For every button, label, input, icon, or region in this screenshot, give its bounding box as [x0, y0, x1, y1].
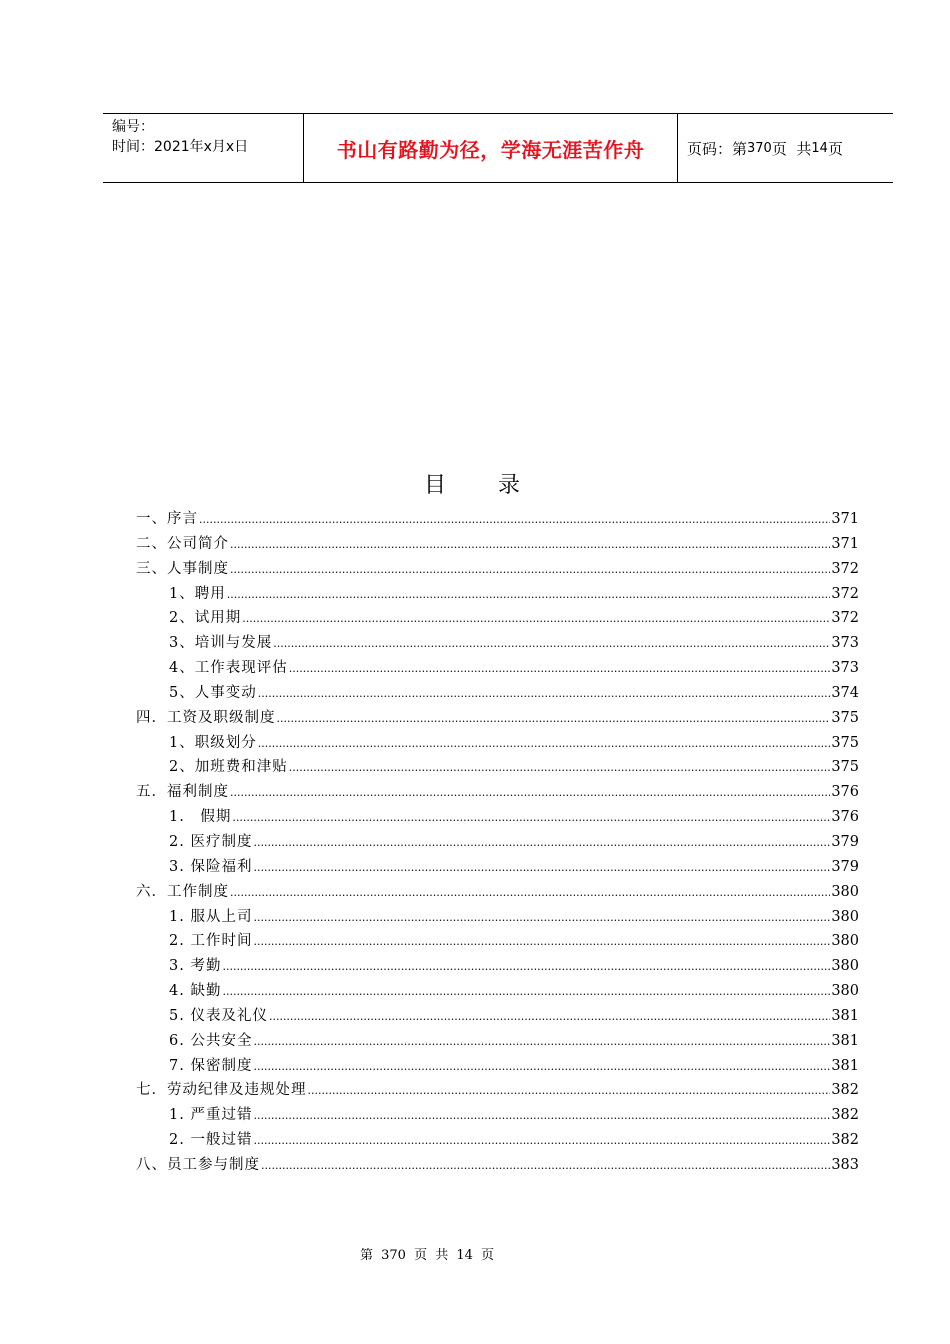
- page-footer: 第 370 页 共 14 页: [360, 1248, 495, 1263]
- toc-leader-dots: [232, 806, 830, 831]
- toc-entry-label: 4、工作表现评估: [169, 660, 288, 677]
- toc-leader-dots: [258, 732, 831, 757]
- toc-entry-page: 380: [831, 883, 859, 900]
- toc-leader-dots: [253, 1055, 830, 1080]
- toc-entry[interactable]: [136, 1078, 859, 1103]
- time-label: 时间：2021年x月x日: [112, 139, 249, 155]
- toc-leader-dots: [222, 980, 830, 1005]
- page-number: 370: [747, 140, 772, 156]
- toc-leader-dots: [230, 781, 830, 806]
- toc-entry[interactable]: [136, 532, 859, 557]
- toc-entry[interactable]: [136, 1128, 859, 1153]
- toc-entry-label: 3. 保险福利: [169, 858, 253, 875]
- toc-leader-dots: [253, 856, 830, 881]
- toc-entry-label: 3. 考勤: [169, 958, 222, 975]
- toc-leader-dots: [273, 632, 830, 657]
- toc-entry-page: 376: [831, 809, 859, 826]
- toc-entry-page: 372: [831, 610, 859, 627]
- page-suffix: 页: [827, 139, 843, 158]
- toc-entry-page: 379: [831, 833, 859, 850]
- toc-leader-dots: [258, 682, 831, 707]
- toc-entry-label: 七．劳动纪律及违规处理: [136, 1082, 307, 1099]
- toc-entry[interactable]: [136, 582, 859, 607]
- toc-entry-page: 382: [831, 1107, 859, 1124]
- toc-entry[interactable]: [136, 830, 859, 855]
- toc-entry-page: 372: [831, 585, 859, 602]
- toc-entry-label: 四．工资及职级制度: [136, 709, 276, 726]
- toc-entry-page: 374: [831, 684, 859, 701]
- toc-leader-dots: [289, 756, 831, 781]
- motto-cell: [304, 114, 678, 182]
- toc-entry-label: 2、加班费和津贴: [169, 759, 288, 776]
- toc-entry-page: 381: [831, 1032, 859, 1049]
- toc-entry[interactable]: [136, 780, 859, 805]
- toc-entry-page: 381: [831, 1057, 859, 1074]
- toc-entry[interactable]: [136, 880, 859, 905]
- toc-entry[interactable]: [136, 631, 859, 656]
- page-prefix: 页码：第: [687, 139, 748, 158]
- toc-title: 目录: [423, 473, 572, 498]
- toc-leader-dots: [308, 1079, 831, 1104]
- page-mid: 页 共: [771, 139, 812, 158]
- toc-entry-page: 380: [831, 933, 859, 950]
- toc-entry-label: 5、人事变动: [169, 684, 257, 701]
- toc-entry-page: 373: [831, 660, 859, 677]
- page-info-cell: [678, 114, 893, 182]
- toc-entry-page: 382: [831, 1132, 859, 1149]
- toc-entry-label: 六．工作制度: [136, 883, 229, 900]
- toc-entry-page: 372: [831, 560, 859, 577]
- motto-text: 书山有路勤为径，学海无涯苦作舟: [336, 137, 645, 162]
- toc-leader-dots: [269, 1005, 830, 1030]
- toc-entry-page: 371: [831, 511, 859, 527]
- toc-entry-label: 八、员工参与制度: [136, 1156, 260, 1173]
- page-total: 14: [811, 140, 828, 156]
- toc-entry-page: 375: [831, 734, 859, 751]
- toc-entry[interactable]: [136, 979, 859, 1004]
- toc-entry-label: 2. 工作时间: [169, 933, 253, 950]
- table-of-contents: [136, 507, 859, 1178]
- toc-entry[interactable]: [136, 855, 859, 880]
- toc-entry-page: 376: [831, 784, 859, 801]
- toc-leader-dots: [261, 1154, 830, 1179]
- toc-entry-page: 383: [831, 1156, 859, 1173]
- toc-entry[interactable]: [136, 1054, 859, 1079]
- toc-entry-page: 380: [831, 958, 859, 975]
- toc-leader-dots: [253, 930, 830, 955]
- toc-entry[interactable]: [136, 731, 859, 756]
- toc-entry-page: 375: [831, 759, 859, 776]
- toc-entry-page: 380: [831, 908, 859, 925]
- toc-entry-page: 379: [831, 858, 859, 875]
- toc-entry-label: 5. 仪表及礼仪: [169, 1007, 268, 1024]
- toc-entry-label: 1、聘用: [169, 585, 226, 602]
- toc-entry-page: 373: [831, 635, 859, 652]
- toc-entry-label: 1. 服从上司: [169, 908, 253, 925]
- toc-leader-dots: [289, 657, 831, 682]
- document-header: [103, 113, 893, 183]
- toc-entry-label: 2. 医疗制度: [169, 833, 253, 850]
- toc-leader-dots: [253, 1030, 830, 1055]
- toc-entry[interactable]: [136, 606, 859, 631]
- toc-leader-dots: [277, 707, 831, 732]
- toc-entry-page: 375: [831, 709, 859, 726]
- toc-entry[interactable]: [136, 557, 859, 582]
- toc-entry-label: 1. 严重过错: [169, 1107, 253, 1124]
- toc-leader-dots: [199, 508, 830, 533]
- toc-leader-dots: [222, 955, 830, 980]
- toc-entry[interactable]: [136, 905, 859, 930]
- toc-entry-label: 五．福利制度: [136, 784, 229, 801]
- toc-leader-dots: [227, 583, 831, 608]
- toc-entry[interactable]: [136, 755, 859, 780]
- toc-entry[interactable]: [136, 1004, 859, 1029]
- toc-entry[interactable]: [136, 1103, 859, 1128]
- toc-entry[interactable]: [136, 1029, 859, 1054]
- toc-entry-label: 7. 保密制度: [169, 1057, 253, 1074]
- toc-leader-dots: [230, 881, 830, 906]
- toc-entry[interactable]: [136, 507, 859, 532]
- toc-entry[interactable]: [136, 706, 859, 731]
- toc-entry-label: 二、公司简介: [136, 535, 229, 552]
- toc-entry-label: 2、试用期: [169, 610, 242, 627]
- header-meta-cell: [103, 114, 304, 182]
- toc-leader-dots: [253, 831, 830, 856]
- toc-entry[interactable]: [136, 656, 859, 681]
- toc-entry-label: 3、培训与发展: [169, 635, 273, 652]
- toc-entry[interactable]: [136, 681, 859, 706]
- toc-entry-page: 380: [831, 983, 859, 1000]
- toc-leader-dots: [253, 906, 830, 931]
- toc-entry[interactable]: [136, 929, 859, 954]
- toc-leader-dots: [242, 607, 830, 632]
- toc-entry-label: 2. 一般过错: [169, 1132, 253, 1149]
- toc-leader-dots: [230, 533, 830, 558]
- toc-entry-page: 381: [831, 1007, 859, 1024]
- toc-entry-page: 382: [831, 1082, 859, 1099]
- serial-label: 编号：: [112, 119, 154, 135]
- toc-entry[interactable]: [136, 1153, 859, 1178]
- toc-entry-label: 4. 缺勤: [169, 983, 222, 1000]
- toc-entry[interactable]: [136, 954, 859, 979]
- toc-entry-label: 三、人事制度: [136, 560, 229, 577]
- toc-leader-dots: [230, 558, 830, 583]
- toc-entry-label: 一、序言: [136, 511, 198, 527]
- toc-leader-dots: [253, 1104, 830, 1129]
- toc-leader-dots: [253, 1129, 830, 1154]
- toc-entry[interactable]: [136, 805, 859, 830]
- toc-entry-page: 371: [831, 535, 859, 552]
- toc-entry-label: 1、职级划分: [169, 734, 257, 751]
- toc-entry-label: 6. 公共安全: [169, 1032, 253, 1049]
- toc-entry-label: 1. 假期: [169, 809, 232, 826]
